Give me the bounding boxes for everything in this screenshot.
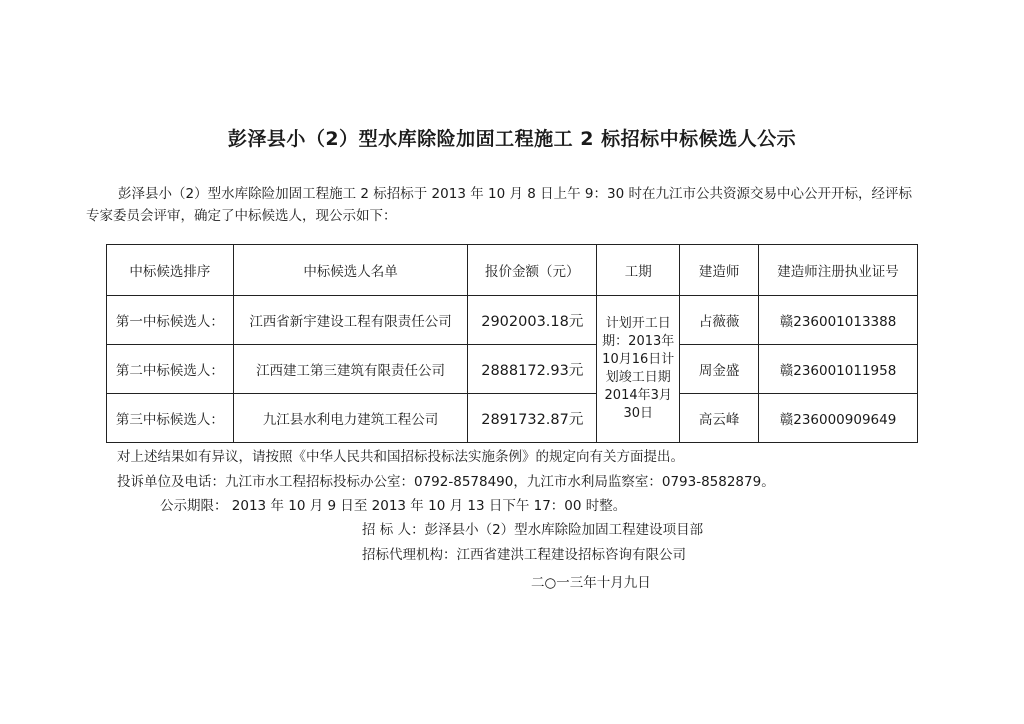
- objection-note: 对上述结果如有异议，请按照《中华人民共和国招标投标法实施条例》的规定向有关方面提出。: [117, 449, 684, 465]
- cell-builder: 占薇薇: [680, 296, 759, 345]
- cell-rank: 第二中标候选人：: [107, 345, 234, 394]
- page-title: 彭泽县小（2）型水库除险加固工程施工 2 标招标中标候选人公示: [227, 128, 797, 150]
- header-name: 中标候选人名单: [233, 245, 468, 296]
- intro-paragraph: [86, 183, 956, 227]
- complaint-note: 投诉单位及电话：九江市水工程招标投标办公室：0792-8578490，九江市水利局监察室：0793-8582879。: [117, 474, 775, 490]
- intro-line-1: 彭泽县小（2）型水库除险加固工程施工 2 标招标于 2013 年 10 月 8 日上午 9：30 时在九江市公共资源交易中心公开开标，经评标: [118, 186, 912, 202]
- table-row: [107, 296, 918, 345]
- publicity-period: 公示期限： 2013 年 10 月 9 日至 2013 年 10 月 13 日下午 17：00 时整。: [160, 498, 627, 514]
- cell-name: 江西省新宇建设工程有限责任公司: [233, 296, 468, 345]
- table-row: [107, 394, 918, 443]
- cell-period: 计划开工日期：2013年10月16日计划竣工日期 2014年3月30日: [597, 296, 680, 443]
- cell-price: 2891732.87元: [468, 394, 597, 443]
- header-rank: 中标候选排序: [107, 245, 234, 296]
- cell-price: 2888172.93元: [468, 345, 597, 394]
- cell-name: 江西建工第三建筑有限责任公司: [233, 345, 468, 394]
- intro-line-2: 专家委员会评审，确定了中标候选人，现公示如下：: [86, 208, 397, 224]
- cell-rank: 第一中标候选人：: [107, 296, 234, 345]
- header-price: 报价金额（元）: [468, 245, 597, 296]
- header-period: 工期: [597, 245, 680, 296]
- cell-cert: 赣236001011958: [759, 345, 918, 394]
- issue-date: 二○一三年十月九日: [531, 575, 651, 591]
- cell-cert: 赣236001013388: [759, 296, 918, 345]
- cell-rank: 第三中标候选人：: [107, 394, 234, 443]
- tenderer-line: 招 标 人：彭泽县小（2）型水库除险加固工程建设项目部: [362, 522, 704, 538]
- agency-line: 招标代理机构：江西省建洪工程建设招标咨询有限公司: [362, 547, 686, 563]
- table-row: [107, 345, 918, 394]
- candidate-table: [106, 244, 918, 443]
- header-cert: 建造师注册执业证号: [759, 245, 918, 296]
- cell-builder: 周金盛: [680, 345, 759, 394]
- header-builder: 建造师: [680, 245, 759, 296]
- table-header-row: [107, 245, 918, 296]
- cell-builder: 高云峰: [680, 394, 759, 443]
- cell-cert: 赣236000909649: [759, 394, 918, 443]
- cell-name: 九江县水利电力建筑工程公司: [233, 394, 468, 443]
- cell-price: 2902003.18元: [468, 296, 597, 345]
